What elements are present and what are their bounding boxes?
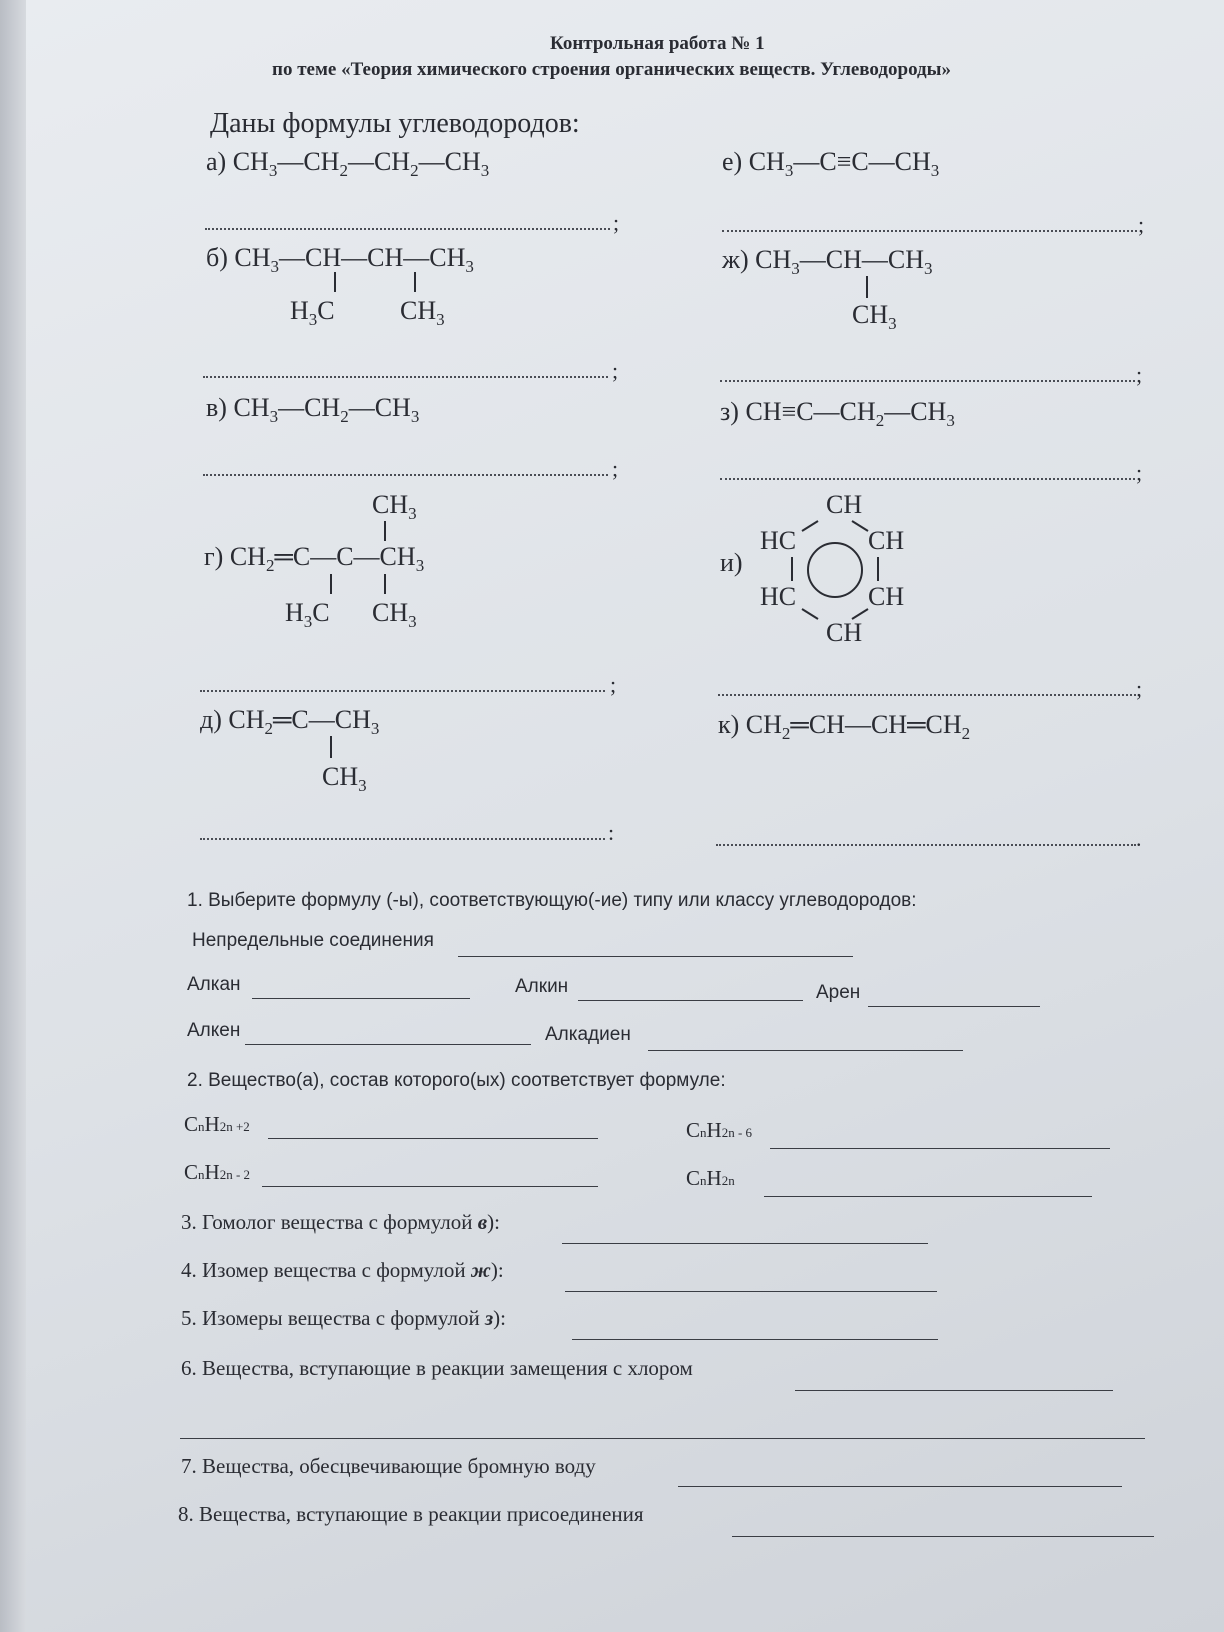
semicolon-g: ; <box>610 672 617 697</box>
answer-line-e[interactable] <box>722 230 1137 232</box>
semicolon-e: ; <box>1138 212 1145 237</box>
formula-e: е) $CH_3—C\equiv C—CH_3$ <box>722 147 940 181</box>
formula-g-sub2: $CH_3$ <box>372 598 417 632</box>
semicolon-a: ; <box>613 210 620 235</box>
input-q8[interactable] <box>732 1536 1154 1537</box>
label-unsaturated: Непредельные соединения <box>192 930 434 951</box>
benzene-bottom: CH <box>826 618 863 647</box>
input-q7[interactable] <box>678 1486 1122 1487</box>
label-aren: Арен <box>816 982 861 1003</box>
answer-line-i[interactable] <box>718 694 1136 696</box>
bond-b2 <box>414 272 416 292</box>
question-7: 7. Вещества, обесцвечивающие бромную воду <box>181 1454 596 1478</box>
label-alkadien: Алкадиен <box>545 1024 631 1045</box>
bond-zh <box>866 276 868 298</box>
question-3: 3. Гомолог вещества с формулой в): <box>181 1210 500 1234</box>
answer-line-a[interactable] <box>205 228 610 230</box>
benzene-hc2: HC <box>760 582 797 611</box>
semicolon-zh: ; <box>1136 362 1143 387</box>
benzene-ch2: CH <box>868 582 905 611</box>
colon-d: : <box>608 820 615 845</box>
answer-line-d[interactable] <box>200 838 605 840</box>
input-cnh2n-2[interactable] <box>262 1186 598 1187</box>
period-k: . <box>1136 826 1142 851</box>
input-q6[interactable] <box>795 1390 1113 1391</box>
input-cnh2n[interactable] <box>764 1196 1092 1197</box>
question-2: 2. Вещество(а), состав которого(ых) соответствует формуле: <box>187 1070 726 1091</box>
formula-a: а) $CH_3—CH_2—CH_2—CH_3$ <box>206 147 490 181</box>
input-q5[interactable] <box>572 1339 938 1340</box>
formula-cnh2n: CnH2n <box>686 1166 735 1190</box>
formula-k: к) $CH_2═CH—CH═CH_2$ <box>718 710 971 744</box>
input-q3[interactable] <box>562 1243 928 1244</box>
question-5: 5. Изомеры вещества с формулой з): <box>181 1306 506 1330</box>
bond-b1 <box>334 272 336 292</box>
label-alkan: Алкан <box>187 974 241 995</box>
formula-g-sub1: $H_3C$ <box>285 598 330 632</box>
question-1: 1. Выберите формулу (-ы), соответствующую(-ие) типу или классу углеводородов: <box>187 890 917 911</box>
formula-v: в) $CH_3—CH_2—CH_3$ <box>206 393 420 427</box>
question-8: 8. Вещества, вступающие в реакции присоединения <box>178 1502 644 1526</box>
bond-g-top <box>384 521 386 541</box>
formula-g: г) $CH_2═C—C—CH_3$ <box>204 542 425 576</box>
benzene-ring <box>780 515 890 625</box>
label-alkin: Алкин <box>515 976 569 997</box>
input-unsaturated[interactable] <box>458 956 853 957</box>
intro-text: Даны формулы углеводородов: <box>210 108 580 139</box>
answer-line-v[interactable] <box>203 474 608 476</box>
input-q6-line2[interactable] <box>180 1438 1145 1439</box>
answer-line-b[interactable] <box>203 376 608 378</box>
formula-cnh2n2: CnH2n +2 <box>184 1112 250 1136</box>
formula-b-sub1: $H_3C$ <box>290 296 335 330</box>
page-subtitle: по теме «Теория химического строения органических веществ. Углеводороды» <box>272 59 951 80</box>
bond-g1 <box>330 574 332 594</box>
bond-g2 <box>384 574 386 594</box>
question-4: 4. Изомер вещества с формулой ж): <box>181 1258 504 1282</box>
answer-line-g[interactable] <box>200 690 605 692</box>
answer-line-zh[interactable] <box>720 380 1135 382</box>
semicolon-b: ; <box>612 358 619 383</box>
formula-cnh2n-6: CnH2n - 6 <box>686 1118 753 1142</box>
semicolon-v: ; <box>612 456 619 481</box>
formula-b: б) $CH_3—CH—CH—CH_3$ <box>206 243 474 277</box>
formula-z: з) $CH\equiv C—CH_2—CH_3$ <box>720 397 955 431</box>
input-alkadien[interactable] <box>648 1050 963 1051</box>
input-cnh2n2[interactable] <box>268 1138 598 1139</box>
input-q4[interactable] <box>565 1291 937 1292</box>
formula-zh-sub: $CH_3$ <box>852 300 897 334</box>
input-alken[interactable] <box>245 1044 531 1045</box>
paper-edge <box>0 0 26 1632</box>
input-cnh2n-6[interactable] <box>770 1148 1110 1149</box>
formula-b-sub2: $CH_3$ <box>400 296 445 330</box>
bond-d <box>330 736 332 758</box>
semicolon-i: ; <box>1136 676 1143 701</box>
input-alkan[interactable] <box>252 998 470 999</box>
benzene-ch1: CH <box>868 526 905 555</box>
benzene-top: CH <box>826 490 863 519</box>
label-alken: Алкен <box>187 1020 241 1041</box>
question-6: 6. Вещества, вступающие в реакции замещения с хлором <box>181 1356 693 1380</box>
formula-i-label: и) <box>720 548 743 577</box>
input-aren[interactable] <box>868 1006 1040 1007</box>
benzene-hc1: HC <box>760 526 797 555</box>
formula-zh: ж) $CH_3—CH—CH_3$ <box>722 245 933 279</box>
formula-d-sub: $CH_3$ <box>322 762 367 796</box>
formula-d: д) $CH_2═C—CH_3$ <box>200 705 380 739</box>
semicolon-z: ; <box>1136 460 1143 485</box>
answer-line-k[interactable] <box>716 844 1136 846</box>
input-alkin[interactable] <box>578 1000 803 1001</box>
page-title: Контрольная работа № 1 <box>550 33 765 54</box>
formula-cnh2n-2: CnH2n - 2 <box>184 1160 251 1184</box>
answer-line-z[interactable] <box>720 478 1135 480</box>
formula-g-top: $CH_3$ <box>372 490 417 524</box>
